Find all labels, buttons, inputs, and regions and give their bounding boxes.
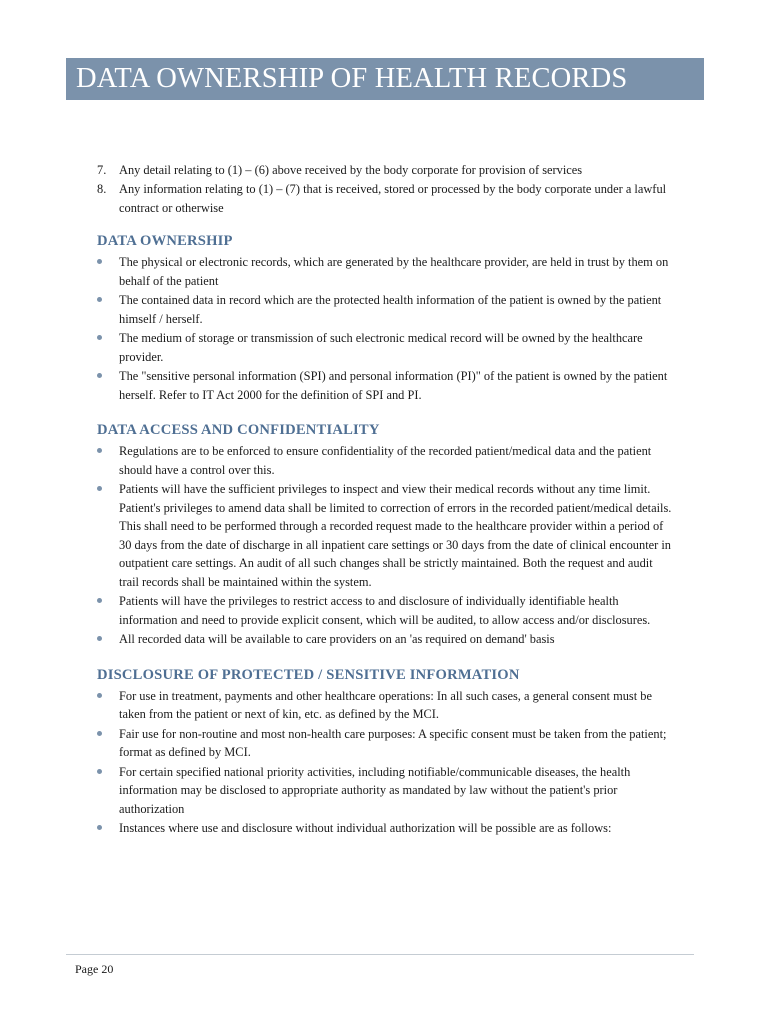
list-item [97, 763, 675, 819]
list-item-text: Patients will have the sufficient privileges to inspect and view their medical records without any time limit. Patient's privileges to amend data shall be limited to correction of errors in the recorded patient/medical details. This shall need to be performed through a recorded request made to the healthcare provider within a period of 30 days from the date of discharge in all inpatient care settings or 30 days from the date of clinical encounter in outpatient care settings. An audit of all such changes shall be strictly maintained. Both the request and audit trail records shall be maintained within the system. [119, 482, 672, 589]
list-item-text: The contained data in record which are the protected health information of the patient is owned by the patient himself / herself. [119, 293, 662, 326]
item-text: Any detail relating to (1) – (6) above received by the body corporate for provision of services [119, 163, 583, 177]
list-item-text: The "sensitive personal information (SPI) and personal information (PI)" of the patient is owned by the patient herself. Refer to IT Act 2000 for the definition of SPI and PI. [119, 369, 668, 402]
bullet-list [97, 442, 675, 649]
list-item-text: The physical or electronic records, which are generated by the healthcare provider, are held in trust by them on behalf of the patient [119, 255, 669, 288]
list-item-text: For certain specified national priority activities, including notifiable/communicable diseases, the health information may be disclosed to appropriate authority as mandated by law without the patient's prior authorization [119, 764, 631, 816]
bullet-icon [97, 693, 102, 698]
footer-divider [66, 954, 694, 955]
bullet-icon [97, 769, 102, 774]
section-data-access [97, 421, 675, 649]
list-item [97, 253, 675, 290]
bullet-icon [97, 486, 102, 491]
numbered-item [97, 161, 675, 180]
list-item [97, 725, 675, 762]
list-item-text: For use in treatment, payments and other healthcare operations: In all such cases, a general consent must be taken from the patient or next of kin, etc. as defined by the MCI. [119, 688, 652, 721]
section-heading: DISCLOSURE OF PROTECTED / SENSITIVE INFORMATION [97, 666, 520, 683]
bullet-icon [97, 598, 102, 603]
title-banner [66, 58, 704, 100]
bullet-icon [97, 335, 102, 340]
section-heading: DATA ACCESS AND CONFIDENTIALITY [97, 422, 380, 438]
page-title: DATA OWNERSHIP OF HEALTH RECORDS [76, 63, 628, 94]
list-item [97, 630, 675, 649]
document-body [97, 161, 675, 839]
list-item [97, 592, 675, 629]
list-item-text: Patients will have the privileges to restrict access to and disclosure of individually identifiable health information and need to provide explicit consent, which will be audited, to allow access and/or disclosures. [119, 594, 651, 627]
bullet-icon [97, 731, 102, 736]
bullet-icon [97, 297, 102, 302]
bullet-list [97, 687, 675, 838]
list-item-text: Regulations are to be enforced to ensure confidentiality of the recorded patient/medical data and the patient should have a control over this. [119, 444, 652, 477]
bullet-icon [97, 448, 102, 453]
bullet-icon [97, 259, 102, 264]
list-item-text: The medium of storage or transmission of such electronic medical record will be owned by the healthcare provider. [119, 331, 643, 364]
section-disclosure [97, 666, 675, 838]
page-number: Page 20 [75, 962, 114, 976]
bullet-icon [97, 636, 102, 641]
bullet-icon [97, 373, 102, 378]
section-heading: DATA OWNERSHIP [97, 233, 233, 249]
list-item [97, 819, 675, 838]
list-item-text: Fair use for non-routine and most non-health care purposes: A specific consent must be taken from the patient; format as defined by MCI. [119, 726, 667, 759]
item-number: 7. [97, 163, 107, 177]
list-item [97, 329, 675, 366]
item-number: 8. [97, 182, 107, 196]
list-item [97, 687, 675, 724]
list-item [97, 291, 675, 328]
list-item-text: Instances where use and disclosure without individual authorization will be possible are as follows: [119, 821, 612, 835]
numbered-list [97, 161, 675, 218]
item-text: Any information relating to (1) – (7) that is received, stored or processed by the body corporate under a lawful contract or otherwise [119, 182, 667, 215]
section-data-ownership [97, 232, 675, 404]
numbered-item [97, 180, 675, 218]
list-item [97, 367, 675, 404]
bullet-icon [97, 825, 102, 830]
list-item [97, 442, 675, 479]
list-item-text: All recorded data will be available to care providers on an 'as required on demand' basis [119, 632, 555, 646]
list-item [97, 480, 675, 591]
bullet-list [97, 253, 675, 404]
